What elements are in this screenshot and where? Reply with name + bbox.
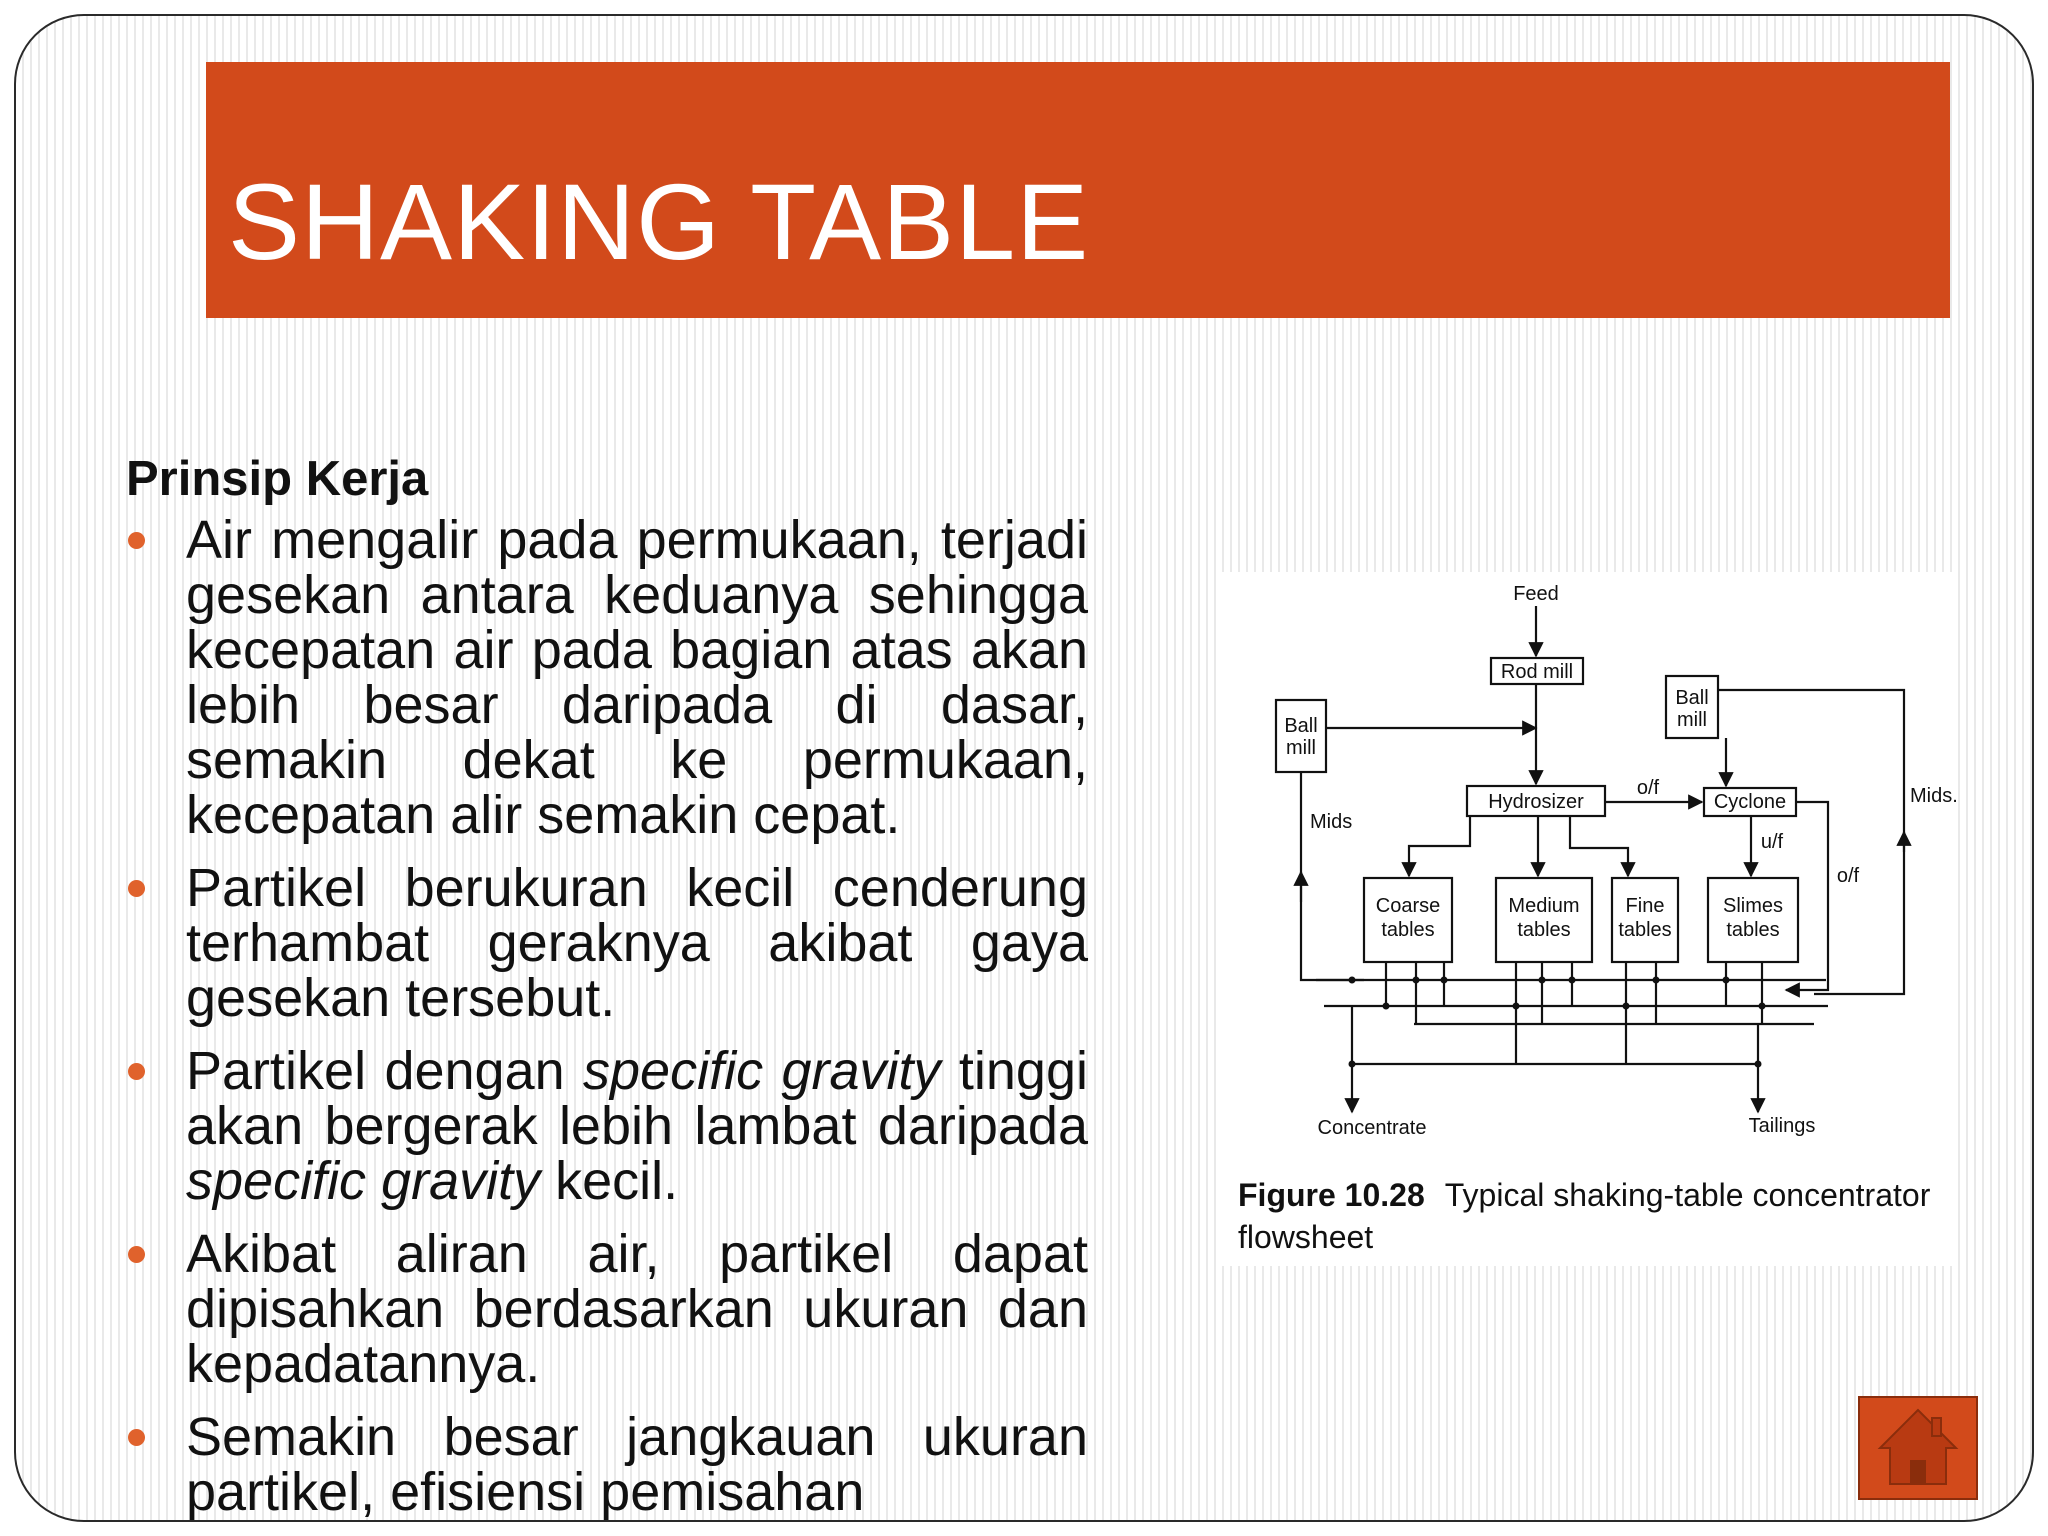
bullet-emphasis: specific gravity — [186, 1150, 541, 1211]
bullet-text: Partikel dengan — [186, 1040, 584, 1101]
bullet-dot-icon — [128, 1429, 145, 1446]
label-slimes-2: tables — [1726, 919, 1780, 941]
label-rod-mill: Rod mill — [1500, 661, 1574, 683]
slide-title: SHAKING TABLE — [228, 161, 1090, 282]
label-slimes-1: Slimes — [1722, 895, 1784, 917]
bullet-emphasis: specific gravity — [583, 1040, 941, 1101]
figure-caption — [1238, 1174, 1938, 1258]
bullet-text: tinggi akan bergerak lebih lambat daripada — [186, 1040, 1088, 1156]
label-tailings: Tailings — [1748, 1115, 1816, 1137]
bullet-dot-icon — [128, 532, 145, 549]
section-heading: Prinsip Kerja — [126, 452, 429, 506]
label-cyclone: Cyclone — [1713, 791, 1787, 813]
bullet-dot-icon — [128, 880, 145, 897]
content-area — [126, 450, 1088, 1522]
bullet-dot-icon — [128, 1246, 145, 1263]
bullet-item — [126, 1406, 1088, 1522]
label-ball-mill-left-2: mill — [1286, 737, 1316, 759]
home-button[interactable] — [1858, 1396, 1978, 1500]
bullet-text: Partikel berukuran kecil cenderung terhambat geraknya akibat gaya gesekan tersebut. — [186, 857, 1088, 1028]
label-ball-mill-right-1: Ball — [1675, 687, 1709, 709]
label-medium-2: tables — [1517, 919, 1571, 941]
hydro-to-fine — [1570, 816, 1628, 876]
flowsheet-figure — [1216, 572, 1958, 1266]
bullet-text: Air mengalir pada permukaan, terjadi gesekan antara keduanya sehingga kecepatan air pada bagian atas akan lebih besar daripada di dasar, semakin dekat ke permukaan, kecepatan alir semakin cepat. — [186, 509, 1088, 845]
label-hydrosizer: Hydrosizer — [1488, 791, 1584, 813]
label-mids-right: Mids. — [1910, 785, 1958, 807]
bullet-item — [126, 1040, 1088, 1211]
label-of-right: o/f — [1836, 865, 1860, 887]
figure-caption-text: Typical shaking-table concentrator flowsheet — [1238, 1177, 1931, 1255]
label-of-top: o/f — [1636, 777, 1660, 799]
label-ball-mill-right-2: mill — [1677, 709, 1707, 731]
bullet-text: Semakin besar jangkauan ukuran partikel, efisiensi pemisahan — [186, 1406, 1088, 1522]
bullet-dot-icon — [128, 1063, 145, 1080]
bullet-text: kecil. — [540, 1150, 679, 1211]
figure-number: Figure 10.28 — [1238, 1177, 1425, 1213]
mids-loop-right — [1718, 690, 1904, 994]
label-uf: u/f — [1760, 831, 1784, 853]
flowsheet-diagram — [1216, 572, 1958, 1172]
bullet-text: Akibat aliran air, partikel dapat dipisahkan berdasarkan ukuran dan kepadatannya. — [186, 1223, 1088, 1394]
home-icon — [1860, 1398, 1976, 1498]
mids-loop-left — [1301, 772, 1364, 980]
label-ball-mill-left-1: Ball — [1284, 715, 1318, 737]
label-coarse-2: tables — [1381, 919, 1435, 941]
label-medium-1: Medium — [1508, 895, 1580, 917]
bullet-item — [126, 857, 1088, 1028]
bullet-item — [126, 509, 1088, 845]
label-mids-left: Mids — [1310, 811, 1353, 833]
bullet-item — [126, 1223, 1088, 1394]
label-coarse-1: Coarse — [1375, 895, 1441, 917]
slide — [14, 14, 2034, 1522]
hydro-to-coarse — [1409, 816, 1470, 876]
title-bar — [206, 62, 1950, 318]
label-feed: Feed — [1513, 583, 1559, 605]
label-fine-1: Fine — [1625, 895, 1665, 917]
bullet-list — [126, 509, 1088, 1522]
label-concentrate: Concentrate — [1317, 1117, 1427, 1139]
label-fine-2: tables — [1618, 919, 1672, 941]
